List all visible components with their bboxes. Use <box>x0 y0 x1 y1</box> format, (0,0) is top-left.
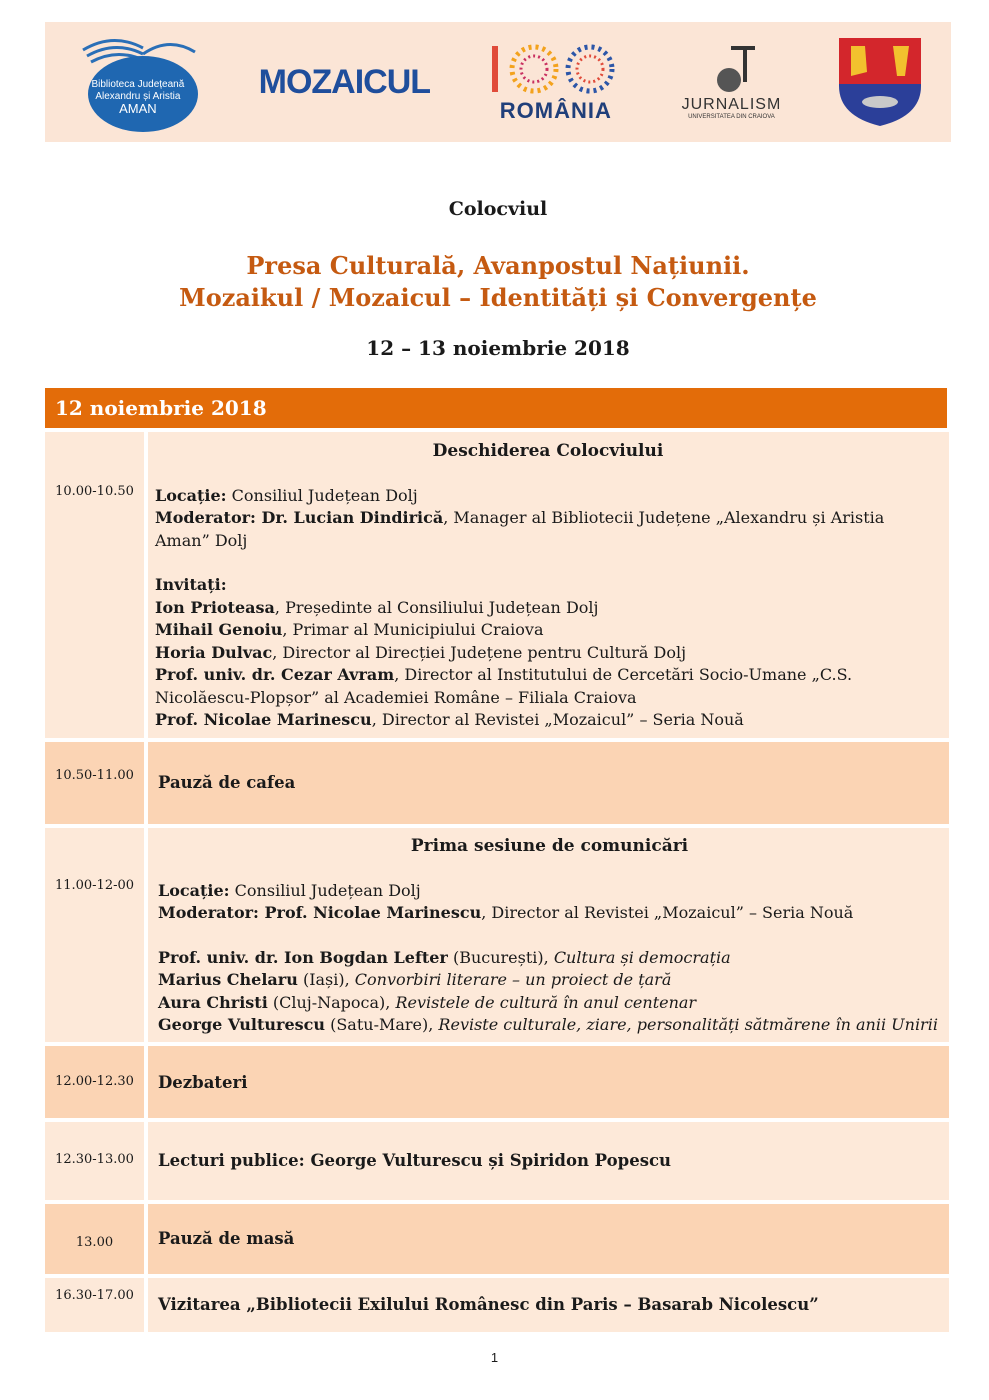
time-label: 10.00-10.50 <box>55 484 134 499</box>
location-label: Locație: <box>155 485 227 505</box>
speaker-name: Marius Chelaru <box>158 970 298 989</box>
moderator-value: , Director al Revistei „Mozaicul” – Seria Nouă <box>481 903 854 922</box>
guest-role: , Director al Institutului de Cercetări Socio-Umane „C.S. Nicolăescu-Plopșor” al Academiei Române – Filiala Craiova <box>155 665 853 707</box>
centenar-logo <box>486 40 626 124</box>
session-body <box>148 432 949 738</box>
moderator-label: Moderator: Prof. Nicolae Marinescu <box>158 903 482 922</box>
centenar-wordmark: ROMÂNIA <box>499 98 612 123</box>
jurnalism-logo <box>682 44 782 120</box>
time-label: 16.30-17.00 <box>55 1288 134 1303</box>
speaker-city: (Satu-Mare), <box>325 1015 439 1034</box>
session-body <box>148 1046 949 1118</box>
guest-role: , Președinte al Consiliului Județean Dolj <box>274 597 599 617</box>
session-title: Lecturi publice: George Vulturescu și Spiridon Popescu <box>158 1151 672 1170</box>
time-cell <box>45 742 144 824</box>
centenar-dots-icon <box>486 40 626 98</box>
session-body <box>148 1278 949 1332</box>
time-cell <box>45 432 144 738</box>
logo-line: AMAN <box>119 101 157 116</box>
moderator-value: , Manager al Bibliotecii Județene „Alexandru și Aristia Aman” Dolj <box>155 508 885 550</box>
guest-line <box>155 619 941 642</box>
dolj-coat-of-arms <box>837 36 923 128</box>
moderator-label: Moderator: Dr. Lucian Dindirică <box>155 508 444 527</box>
talk-line <box>158 947 941 970</box>
session-title: Deschiderea Colocviului <box>432 441 664 461</box>
time-cell <box>45 828 144 1042</box>
time-cell <box>45 1122 144 1200</box>
guest-role: , Director al Direcției Județene pentru Cultură Dolj <box>272 642 687 662</box>
event-title-line2: Mozaikul / Mozaicul – Identități și Convergențe <box>179 283 817 312</box>
session-title: Vizitarea „Bibliotecii Exilului Românesc din Paris – Basarab Nicolescu” <box>158 1295 819 1314</box>
logo-bar <box>45 22 951 142</box>
talk-topic: Revistele de cultură în anul centenar <box>395 992 697 1012</box>
time-label: 11.00-12-00 <box>54 878 135 893</box>
schedule-row <box>45 1204 949 1274</box>
session-body <box>148 828 949 1042</box>
moderator-line <box>158 902 941 925</box>
schedule-row <box>45 828 949 1042</box>
guest-name: Mihail Genoiu <box>155 620 283 639</box>
speaker-name: Aura Christi <box>158 992 268 1012</box>
talk-line <box>158 969 941 992</box>
time-label: 13.00 <box>75 1235 114 1250</box>
schedule-row <box>45 1046 949 1118</box>
coat-of-arms-icon <box>837 36 923 128</box>
guest-line <box>155 597 941 620</box>
schedule-row <box>45 1278 949 1332</box>
schedule-row <box>45 432 949 738</box>
speaker-name: George Vulturescu <box>158 1015 325 1034</box>
time-cell <box>45 1204 144 1274</box>
schedule-row <box>45 1122 949 1200</box>
session-title: Prima sesiune de comunicări <box>410 836 689 856</box>
session-title: Pauză de cafea <box>158 773 296 792</box>
title-block <box>45 198 951 360</box>
location-label: Locație: <box>158 880 230 900</box>
event-dates: 12 – 13 noiembrie 2018 <box>366 336 630 360</box>
location-value: Consiliul Județean Dolj <box>226 485 418 505</box>
talk-topic: Reviste culturale, ziare, personalități sătmărene în anii Unirii <box>438 1015 938 1034</box>
talk-topic: Convorbiri literare – un proiect de țară <box>354 970 672 989</box>
talk-topic: Cultura și democrația <box>553 947 731 967</box>
mozaicul-logo <box>259 63 430 102</box>
time-cell <box>45 1278 144 1332</box>
speaker-city: (București), <box>447 947 554 967</box>
guest-line <box>155 642 941 665</box>
time-label: 12.00-12.30 <box>55 1074 134 1089</box>
jurnalism-subtitle: UNIVERSITATEA DIN CRAIOVA <box>688 114 775 120</box>
page-number: 1 <box>490 1350 499 1365</box>
session-title: Pauză de masă <box>158 1229 295 1248</box>
guest-line <box>155 664 941 709</box>
guest-name: Horia Dulvac <box>155 642 273 662</box>
session-body <box>148 1122 949 1200</box>
session-body <box>148 742 949 824</box>
colocviul-label: Colocviul <box>448 198 548 220</box>
location-line <box>155 485 941 508</box>
guest-line <box>155 709 941 732</box>
mozaicul-wordmark: MOZAICUL <box>258 62 431 101</box>
guest-name: Prof. univ. dr. Cezar Avram <box>155 665 395 684</box>
logo-line: Biblioteca Județeană <box>91 79 185 90</box>
session-title: Dezbateri <box>158 1073 248 1092</box>
invited-label: Invitați: <box>155 575 227 594</box>
logo-line: Alexandru și Aristia <box>95 91 181 102</box>
guest-name: Prof. Nicolae Marinescu <box>155 710 372 729</box>
guest-role: , Director al Revistei „Mozaicul” – Seria Nouă <box>371 710 744 729</box>
talk-line <box>158 992 941 1015</box>
biblioteca-aman-logo <box>73 27 203 137</box>
location-line <box>158 880 941 903</box>
talk-line <box>158 1014 941 1037</box>
location-value: Consiliul Județean Dolj <box>229 880 421 900</box>
time-label: 12.30-13.00 <box>55 1152 134 1167</box>
schedule-row <box>45 742 949 824</box>
guest-role: , Primar al Municipiului Craiova <box>282 620 544 639</box>
time-label: 10.50-11.00 <box>55 768 134 783</box>
session-body <box>148 1204 949 1274</box>
time-cell <box>45 1046 144 1118</box>
day-header: 12 noiembrie 2018 <box>45 388 947 428</box>
event-title-line1: Presa Culturală, Avanpostul Națiunii. <box>246 251 750 280</box>
speaker-city: (Iași), <box>297 970 355 989</box>
moderator-line <box>155 507 941 552</box>
speaker-name: Prof. univ. dr. Ion Bogdan Lefter <box>158 947 448 967</box>
jurnalism-wordmark: JURNALISM <box>681 96 782 113</box>
speaker-city: (Cluj-Napoca), <box>267 992 396 1012</box>
guest-name: Ion Prioteasa <box>155 597 275 617</box>
jurnalism-note-icon <box>701 44 761 96</box>
